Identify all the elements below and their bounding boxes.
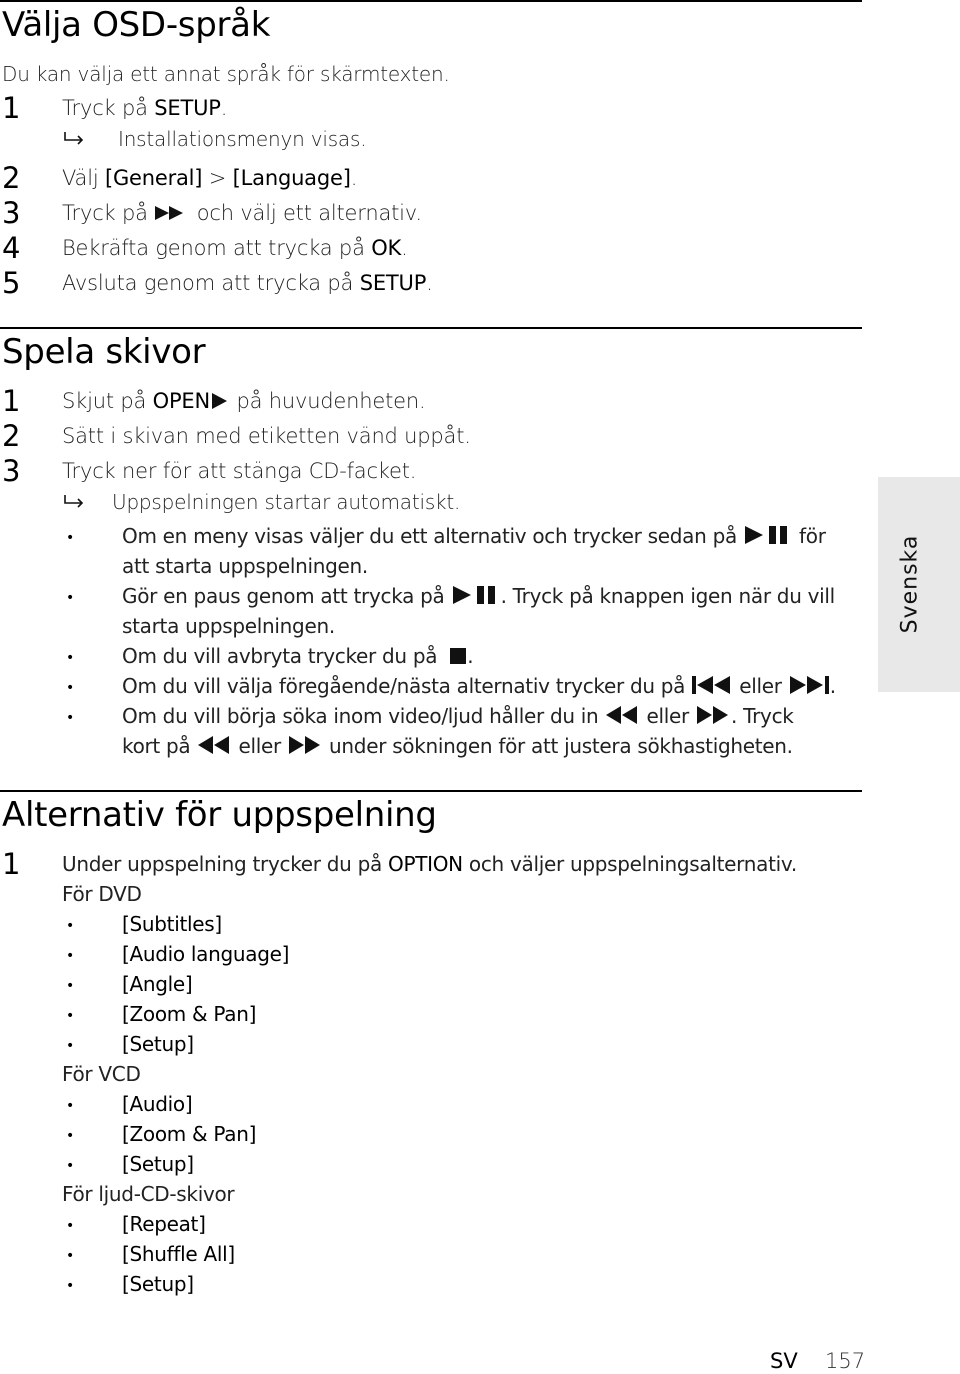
- play-bullet-2-cont: starta uppspelningen.: [122, 614, 335, 638]
- osd-step-4: Bekräfta genom att trycka på OK.: [62, 236, 408, 260]
- cd-option: [Shuffle All]: [122, 1242, 235, 1266]
- bullet-dot: •: [66, 650, 75, 666]
- step-number: 3: [2, 196, 21, 230]
- step-number: 3: [2, 454, 21, 488]
- play-bullet-5-cont: kort på eller under sökningen för att justera sökhastigheten.: [122, 734, 793, 758]
- section-rule: [0, 327, 862, 329]
- section-title-options: Alternativ för uppspelning: [2, 795, 437, 835]
- play-step-3: Tryck ner för att stänga CD-facket.: [62, 459, 417, 483]
- result-arrow-icon: [62, 131, 86, 151]
- bullet-dot: •: [66, 918, 75, 934]
- osd-step-3: Tryck på och välj ett alternativ.: [62, 201, 422, 225]
- options-step-1: Under uppspelning trycker du på OPTION och väljer uppspelningsalternativ.: [62, 852, 797, 876]
- osd-step-5: Avsluta genom att trycka på SETUP.: [62, 271, 433, 295]
- step-number: 1: [2, 91, 21, 125]
- bullet-dot: •: [66, 1098, 75, 1114]
- bullet-dot: •: [66, 530, 75, 546]
- bullet-dot: •: [66, 1158, 75, 1174]
- play-pause-icon: [451, 585, 501, 610]
- dvd-option: [Angle]: [122, 972, 193, 996]
- fast-forward-icon: [695, 705, 731, 730]
- vcd-label: För VCD: [62, 1062, 141, 1086]
- setup-key: SETUP: [154, 96, 221, 120]
- osd-step-1: Tryck på SETUP.: [62, 96, 228, 120]
- bullet-dot: •: [66, 948, 75, 964]
- bullet-dot: •: [66, 1248, 75, 1264]
- cd-option: [Repeat]: [122, 1212, 206, 1236]
- play-icon: [210, 391, 230, 415]
- play-step-2: Sätt i skivan med etiketten vänd uppåt.: [62, 424, 471, 448]
- bullet-dot: •: [66, 978, 75, 994]
- vcd-option: [Audio]: [122, 1092, 193, 1116]
- step-number: 5: [2, 266, 21, 300]
- fast-forward-icon: [287, 735, 323, 760]
- osd-step-2: Välj [General] > [Language].: [62, 166, 358, 190]
- language-side-label: Svenska: [897, 534, 923, 634]
- step-number: 1: [2, 847, 21, 881]
- section-title-play: Spela skivor: [2, 332, 206, 372]
- step-number: 4: [2, 231, 21, 265]
- dvd-option: [Audio language]: [122, 942, 290, 966]
- play-bullet-1: Om en meny visas väljer du ett alternativ och trycker sedan på för: [122, 524, 826, 548]
- step-result: Installationsmenyn visas.: [118, 127, 367, 151]
- step-result: Uppspelningen startar automatiskt.: [112, 490, 461, 514]
- vcd-option: [Setup]: [122, 1152, 194, 1176]
- section-title-osd: Välja OSD-språk: [2, 5, 271, 45]
- play-bullet-3: Om du vill avbryta trycker du på .: [122, 644, 474, 668]
- dvd-option: [Zoom & Pan]: [122, 1002, 257, 1026]
- play-pause-icon: [743, 525, 793, 550]
- play-step-1: Skjut på OPEN på huvudenheten.: [62, 389, 426, 413]
- step-text: Tryck på: [62, 96, 155, 120]
- rewind-icon: [604, 705, 640, 730]
- bullet-dot: •: [66, 680, 75, 696]
- play-bullet-1-cont: att starta uppspelningen.: [122, 554, 368, 578]
- cd-option: [Setup]: [122, 1272, 194, 1296]
- section-rule: [0, 790, 862, 792]
- footer-lang: SV: [770, 1349, 798, 1373]
- stop-icon: [449, 646, 467, 670]
- previous-icon: [691, 675, 733, 700]
- bullet-dot: •: [66, 1008, 75, 1024]
- bullet-dot: •: [66, 1278, 75, 1294]
- page-number: 157: [825, 1349, 866, 1373]
- option-key: OPTION: [388, 852, 463, 876]
- step-number: 2: [2, 419, 21, 453]
- ok-key: OK: [371, 236, 402, 260]
- play-bullet-4: Om du vill välja föregående/nästa alternativ trycker du på eller .: [122, 674, 836, 698]
- step-number: 2: [2, 161, 21, 195]
- dvd-option: [Subtitles]: [122, 912, 222, 936]
- bullet-dot: •: [66, 710, 75, 726]
- open-key: OPEN: [152, 389, 210, 413]
- bullet-dot: •: [66, 590, 75, 606]
- step-number: 1: [2, 384, 21, 418]
- dvd-label: För DVD: [62, 882, 142, 906]
- section-rule: [0, 0, 862, 2]
- general-menu: [General]: [104, 166, 203, 190]
- language-menu: [Language]: [232, 166, 351, 190]
- result-arrow-icon: [62, 494, 86, 514]
- vcd-option: [Zoom & Pan]: [122, 1122, 257, 1146]
- setup-key: SETUP: [359, 271, 427, 295]
- fast-forward-icon: [154, 203, 190, 227]
- bullet-dot: •: [66, 1128, 75, 1144]
- next-icon: [788, 675, 830, 700]
- cd-label: För ljud-CD-skivor: [62, 1182, 235, 1206]
- bullet-dot: •: [66, 1218, 75, 1234]
- play-bullet-2: Gör en paus genom att trycka på . Tryck på knappen igen när du vill: [122, 584, 835, 608]
- dvd-option: [Setup]: [122, 1032, 194, 1056]
- play-bullet-5: Om du vill börja söka inom video/ljud håller du in eller . Tryck: [122, 704, 794, 728]
- osd-intro: Du kan välja ett annat språk för skärmtexten.: [2, 62, 450, 86]
- rewind-icon: [196, 735, 232, 760]
- bullet-dot: •: [66, 1038, 75, 1054]
